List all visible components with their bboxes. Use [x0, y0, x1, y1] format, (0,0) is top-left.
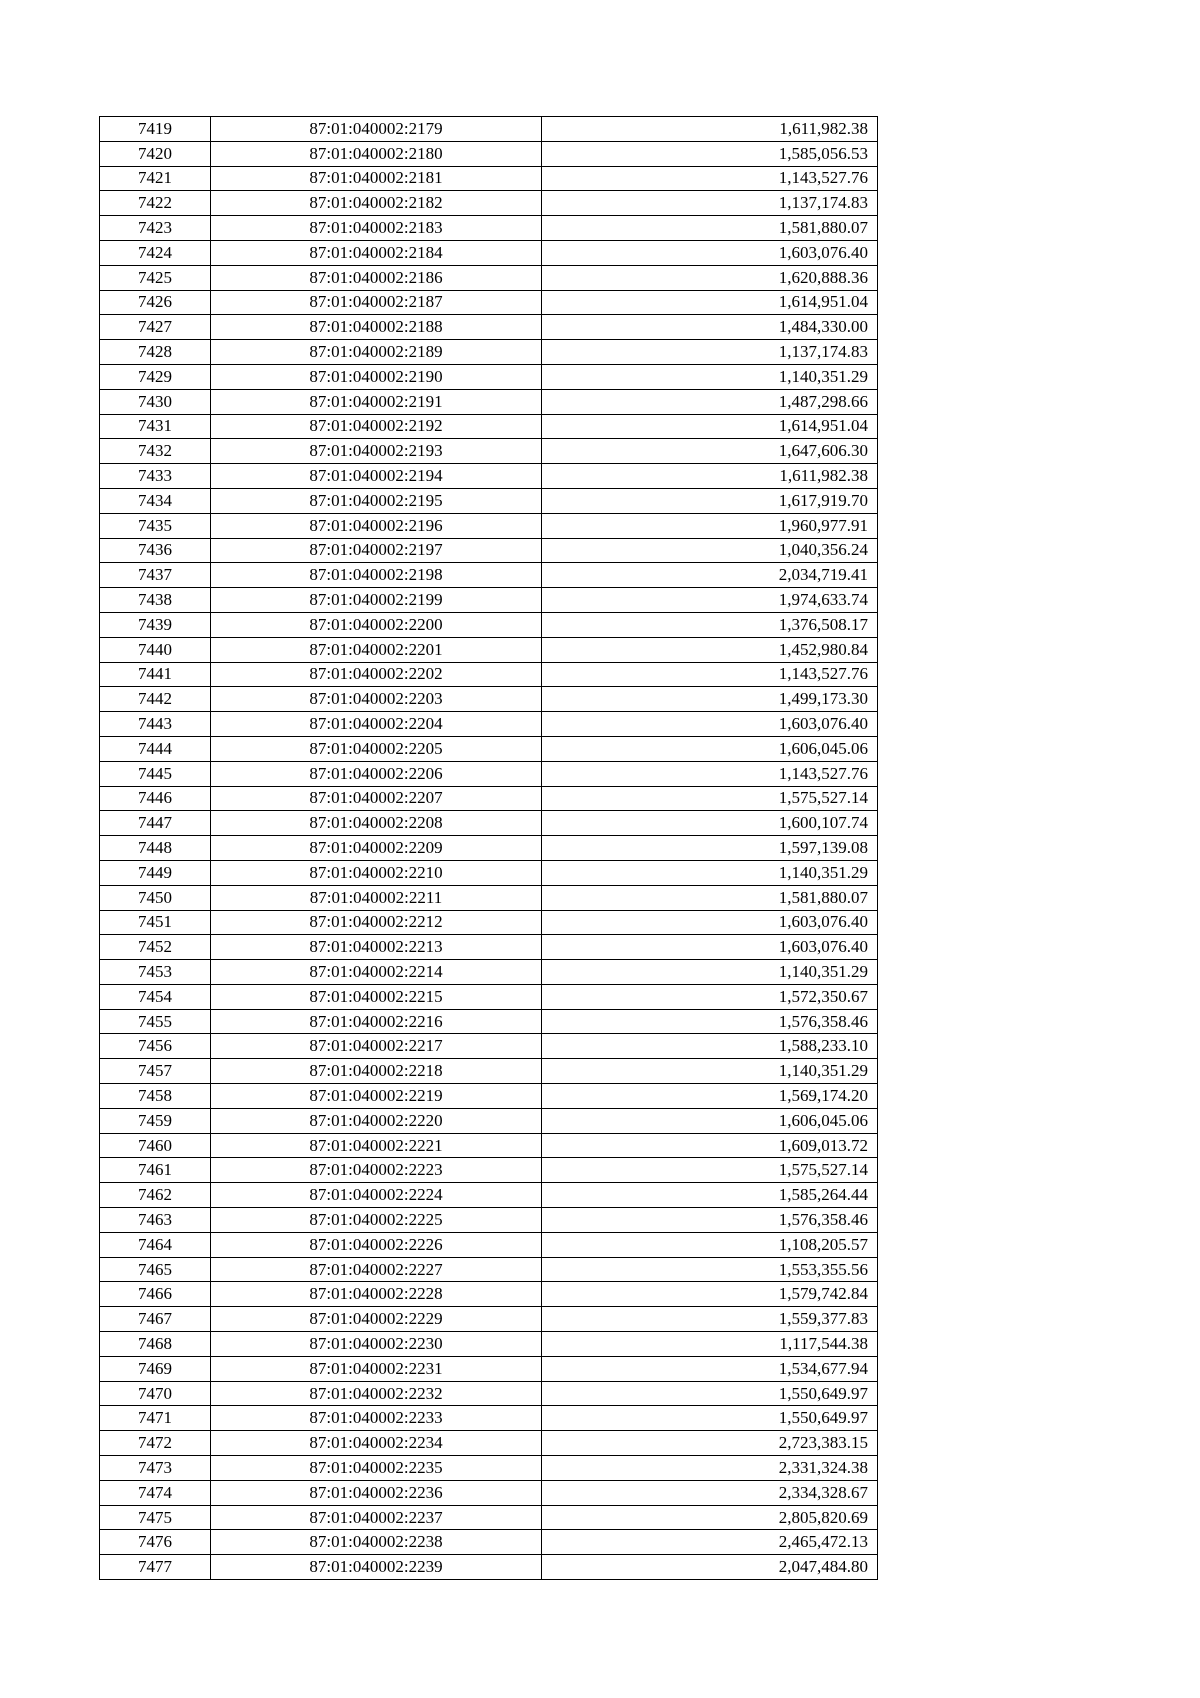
- row-number-cell: 7472: [100, 1431, 211, 1456]
- cadastral-number-cell: 87:01:040002:2194: [211, 464, 542, 489]
- table-row: [100, 315, 878, 340]
- row-number-cell: 7426: [100, 290, 211, 315]
- table-row: [100, 290, 878, 315]
- table-row: [100, 1034, 878, 1059]
- value-cell: 2,805,820.69: [542, 1505, 878, 1530]
- table-row: [100, 811, 878, 836]
- table-row: [100, 464, 878, 489]
- cadastral-number-cell: 87:01:040002:2213: [211, 935, 542, 960]
- row-number-cell: 7473: [100, 1456, 211, 1481]
- row-number-cell: 7459: [100, 1108, 211, 1133]
- value-cell: 2,034,719.41: [542, 563, 878, 588]
- cadastral-number-cell: 87:01:040002:2195: [211, 488, 542, 513]
- cadastral-number-cell: 87:01:040002:2180: [211, 141, 542, 166]
- cadastral-number-cell: 87:01:040002:2239: [211, 1555, 542, 1580]
- cadastral-number-cell: 87:01:040002:2197: [211, 538, 542, 563]
- cadastral-number-cell: 87:01:040002:2212: [211, 910, 542, 935]
- value-cell: 1,575,527.14: [542, 786, 878, 811]
- row-number-cell: 7421: [100, 166, 211, 191]
- row-number-cell: 7454: [100, 984, 211, 1009]
- value-cell: 1,611,982.38: [542, 464, 878, 489]
- table-row: [100, 1332, 878, 1357]
- row-number-cell: 7427: [100, 315, 211, 340]
- row-number-cell: 7453: [100, 960, 211, 985]
- row-number-cell: 7423: [100, 216, 211, 241]
- value-cell: 1,550,649.97: [542, 1381, 878, 1406]
- cadastral-number-cell: 87:01:040002:2209: [211, 836, 542, 861]
- value-cell: 1,597,139.08: [542, 836, 878, 861]
- table-row: [100, 1505, 878, 1530]
- table-row: [100, 1208, 878, 1233]
- row-number-cell: 7474: [100, 1480, 211, 1505]
- cadastral-number-cell: 87:01:040002:2205: [211, 736, 542, 761]
- row-number-cell: 7422: [100, 191, 211, 216]
- row-number-cell: 7466: [100, 1282, 211, 1307]
- table-row: [100, 1084, 878, 1109]
- table-row: [100, 439, 878, 464]
- cadastral-number-cell: 87:01:040002:2221: [211, 1133, 542, 1158]
- table-row: [100, 216, 878, 241]
- table-row: [100, 265, 878, 290]
- value-cell: 1,140,351.29: [542, 1059, 878, 1084]
- value-cell: 2,331,324.38: [542, 1456, 878, 1481]
- row-number-cell: 7441: [100, 662, 211, 687]
- table-row: [100, 662, 878, 687]
- value-cell: 1,487,298.66: [542, 389, 878, 414]
- row-number-cell: 7471: [100, 1406, 211, 1431]
- table-row: [100, 1381, 878, 1406]
- value-cell: 1,143,527.76: [542, 662, 878, 687]
- cadastral-number-cell: 87:01:040002:2224: [211, 1183, 542, 1208]
- row-number-cell: 7477: [100, 1555, 211, 1580]
- value-cell: 1,603,076.40: [542, 240, 878, 265]
- value-cell: 1,569,174.20: [542, 1084, 878, 1109]
- cadastral-number-cell: 87:01:040002:2216: [211, 1009, 542, 1034]
- table-row: [100, 836, 878, 861]
- cadastral-number-cell: 87:01:040002:2219: [211, 1084, 542, 1109]
- table-row: [100, 1456, 878, 1481]
- value-cell: 1,609,013.72: [542, 1133, 878, 1158]
- row-number-cell: 7451: [100, 910, 211, 935]
- row-number-cell: 7464: [100, 1232, 211, 1257]
- cadastral-number-cell: 87:01:040002:2210: [211, 860, 542, 885]
- table-row: [100, 1158, 878, 1183]
- table-row: [100, 935, 878, 960]
- row-number-cell: 7456: [100, 1034, 211, 1059]
- value-cell: 1,376,508.17: [542, 612, 878, 637]
- row-number-cell: 7448: [100, 836, 211, 861]
- table-row: [100, 364, 878, 389]
- value-cell: 1,603,076.40: [542, 712, 878, 737]
- value-cell: 1,617,919.70: [542, 488, 878, 513]
- table-row: [100, 1108, 878, 1133]
- value-cell: 1,647,606.30: [542, 439, 878, 464]
- value-cell: 1,550,649.97: [542, 1406, 878, 1431]
- cadastral-number-cell: 87:01:040002:2179: [211, 117, 542, 142]
- value-cell: 1,614,951.04: [542, 290, 878, 315]
- value-cell: 1,606,045.06: [542, 1108, 878, 1133]
- table-row: [100, 240, 878, 265]
- cadastral-number-cell: 87:01:040002:2203: [211, 687, 542, 712]
- table-row: [100, 166, 878, 191]
- cadastral-number-cell: 87:01:040002:2227: [211, 1257, 542, 1282]
- cadastral-number-cell: 87:01:040002:2198: [211, 563, 542, 588]
- table-row: [100, 1133, 878, 1158]
- table-row: [100, 761, 878, 786]
- value-cell: 1,581,880.07: [542, 216, 878, 241]
- row-number-cell: 7457: [100, 1059, 211, 1084]
- table-body: [100, 117, 878, 1580]
- cadastral-number-cell: 87:01:040002:2184: [211, 240, 542, 265]
- row-number-cell: 7424: [100, 240, 211, 265]
- cadastral-number-cell: 87:01:040002:2223: [211, 1158, 542, 1183]
- row-number-cell: 7460: [100, 1133, 211, 1158]
- row-number-cell: 7440: [100, 637, 211, 662]
- row-number-cell: 7458: [100, 1084, 211, 1109]
- table-row: [100, 960, 878, 985]
- value-cell: 2,723,383.15: [542, 1431, 878, 1456]
- row-number-cell: 7425: [100, 265, 211, 290]
- row-number-cell: 7469: [100, 1356, 211, 1381]
- table-row: [100, 389, 878, 414]
- value-cell: 1,585,264.44: [542, 1183, 878, 1208]
- value-cell: 1,137,174.83: [542, 340, 878, 365]
- cadastral-number-cell: 87:01:040002:2207: [211, 786, 542, 811]
- value-cell: 1,581,880.07: [542, 885, 878, 910]
- cadastral-number-cell: 87:01:040002:2191: [211, 389, 542, 414]
- value-cell: 1,140,351.29: [542, 364, 878, 389]
- row-number-cell: 7455: [100, 1009, 211, 1034]
- cadastral-number-cell: 87:01:040002:2206: [211, 761, 542, 786]
- value-cell: 1,611,982.38: [542, 117, 878, 142]
- cadastral-number-cell: 87:01:040002:2237: [211, 1505, 542, 1530]
- value-cell: 1,108,205.57: [542, 1232, 878, 1257]
- table-row: [100, 885, 878, 910]
- table-row: [100, 588, 878, 613]
- row-number-cell: 7439: [100, 612, 211, 637]
- row-number-cell: 7429: [100, 364, 211, 389]
- table-row: [100, 1009, 878, 1034]
- cadastral-number-cell: 87:01:040002:2235: [211, 1456, 542, 1481]
- table-row: [100, 1307, 878, 1332]
- table-row: [100, 414, 878, 439]
- row-number-cell: 7433: [100, 464, 211, 489]
- table-row: [100, 1059, 878, 1084]
- value-cell: 1,974,633.74: [542, 588, 878, 613]
- table-row: [100, 1555, 878, 1580]
- cadastral-number-cell: 87:01:040002:2232: [211, 1381, 542, 1406]
- row-number-cell: 7443: [100, 712, 211, 737]
- value-cell: 1,603,076.40: [542, 935, 878, 960]
- table-row: [100, 736, 878, 761]
- row-number-cell: 7419: [100, 117, 211, 142]
- cadastral-number-cell: 87:01:040002:2187: [211, 290, 542, 315]
- row-number-cell: 7437: [100, 563, 211, 588]
- cadastral-number-cell: 87:01:040002:2233: [211, 1406, 542, 1431]
- row-number-cell: 7463: [100, 1208, 211, 1233]
- cadastral-number-cell: 87:01:040002:2201: [211, 637, 542, 662]
- table-row: [100, 191, 878, 216]
- table-row: [100, 1480, 878, 1505]
- table-row: [100, 984, 878, 1009]
- cadastral-number-cell: 87:01:040002:2200: [211, 612, 542, 637]
- table-row: [100, 1356, 878, 1381]
- row-number-cell: 7470: [100, 1381, 211, 1406]
- cadastral-number-cell: 87:01:040002:2218: [211, 1059, 542, 1084]
- row-number-cell: 7462: [100, 1183, 211, 1208]
- table-row: [100, 910, 878, 935]
- cadastral-number-cell: 87:01:040002:2192: [211, 414, 542, 439]
- table-row: [100, 1232, 878, 1257]
- value-cell: 1,137,174.83: [542, 191, 878, 216]
- value-cell: 1,040,356.24: [542, 538, 878, 563]
- value-cell: 1,606,045.06: [542, 736, 878, 761]
- value-cell: 1,585,056.53: [542, 141, 878, 166]
- value-cell: 1,143,527.76: [542, 761, 878, 786]
- table-row: [100, 1406, 878, 1431]
- cadastral-number-cell: 87:01:040002:2220: [211, 1108, 542, 1133]
- cadastral-number-cell: 87:01:040002:2236: [211, 1480, 542, 1505]
- cadastral-number-cell: 87:01:040002:2204: [211, 712, 542, 737]
- row-number-cell: 7461: [100, 1158, 211, 1183]
- row-number-cell: 7446: [100, 786, 211, 811]
- row-number-cell: 7444: [100, 736, 211, 761]
- cadastral-number-cell: 87:01:040002:2189: [211, 340, 542, 365]
- row-number-cell: 7475: [100, 1505, 211, 1530]
- value-cell: 1,140,351.29: [542, 960, 878, 985]
- row-number-cell: 7436: [100, 538, 211, 563]
- row-number-cell: 7428: [100, 340, 211, 365]
- cadastral-number-cell: 87:01:040002:2211: [211, 885, 542, 910]
- cadastral-number-cell: 87:01:040002:2186: [211, 265, 542, 290]
- cadastral-number-cell: 87:01:040002:2193: [211, 439, 542, 464]
- value-cell: 1,579,742.84: [542, 1282, 878, 1307]
- cadastral-number-cell: 87:01:040002:2226: [211, 1232, 542, 1257]
- table-row: [100, 1431, 878, 1456]
- cadastral-number-cell: 87:01:040002:2202: [211, 662, 542, 687]
- table-row: [100, 538, 878, 563]
- table-row: [100, 687, 878, 712]
- cadastral-number-cell: 87:01:040002:2199: [211, 588, 542, 613]
- value-cell: 1,534,677.94: [542, 1356, 878, 1381]
- table-row: [100, 117, 878, 142]
- value-cell: 1,603,076.40: [542, 910, 878, 935]
- row-number-cell: 7450: [100, 885, 211, 910]
- value-cell: 1,572,350.67: [542, 984, 878, 1009]
- cadastral-number-cell: 87:01:040002:2208: [211, 811, 542, 836]
- cadastral-number-cell: 87:01:040002:2188: [211, 315, 542, 340]
- row-number-cell: 7420: [100, 141, 211, 166]
- table-row: [100, 488, 878, 513]
- value-cell: 1,575,527.14: [542, 1158, 878, 1183]
- value-cell: 1,600,107.74: [542, 811, 878, 836]
- table-row: [100, 637, 878, 662]
- value-cell: 1,614,951.04: [542, 414, 878, 439]
- table-row: [100, 786, 878, 811]
- row-number-cell: 7445: [100, 761, 211, 786]
- table-row: [100, 141, 878, 166]
- value-cell: 1,553,355.56: [542, 1257, 878, 1282]
- value-cell: 1,452,980.84: [542, 637, 878, 662]
- row-number-cell: 7442: [100, 687, 211, 712]
- table-row: [100, 1183, 878, 1208]
- row-number-cell: 7430: [100, 389, 211, 414]
- row-number-cell: 7449: [100, 860, 211, 885]
- cadastral-number-cell: 87:01:040002:2229: [211, 1307, 542, 1332]
- table-row: [100, 712, 878, 737]
- value-cell: 1,484,330.00: [542, 315, 878, 340]
- table-row: [100, 563, 878, 588]
- cadastral-number-cell: 87:01:040002:2225: [211, 1208, 542, 1233]
- row-number-cell: 7447: [100, 811, 211, 836]
- cadastral-number-cell: 87:01:040002:2196: [211, 513, 542, 538]
- value-cell: 2,465,472.13: [542, 1530, 878, 1555]
- row-number-cell: 7432: [100, 439, 211, 464]
- value-cell: 1,143,527.76: [542, 166, 878, 191]
- row-number-cell: 7434: [100, 488, 211, 513]
- value-cell: 2,047,484.80: [542, 1555, 878, 1580]
- value-cell: 1,576,358.46: [542, 1009, 878, 1034]
- cadastral-number-cell: 87:01:040002:2228: [211, 1282, 542, 1307]
- table-row: [100, 340, 878, 365]
- cadastral-number-cell: 87:01:040002:2190: [211, 364, 542, 389]
- value-cell: 2,334,328.67: [542, 1480, 878, 1505]
- cadastral-number-cell: 87:01:040002:2217: [211, 1034, 542, 1059]
- cadastral-number-cell: 87:01:040002:2231: [211, 1356, 542, 1381]
- table-row: [100, 860, 878, 885]
- value-cell: 1,499,173.30: [542, 687, 878, 712]
- row-number-cell: 7435: [100, 513, 211, 538]
- cadastral-number-cell: 87:01:040002:2234: [211, 1431, 542, 1456]
- row-number-cell: 7431: [100, 414, 211, 439]
- cadastral-number-cell: 87:01:040002:2181: [211, 166, 542, 191]
- cadastral-number-cell: 87:01:040002:2238: [211, 1530, 542, 1555]
- table-row: [100, 612, 878, 637]
- value-cell: 1,559,377.83: [542, 1307, 878, 1332]
- cadastral-number-cell: 87:01:040002:2183: [211, 216, 542, 241]
- row-number-cell: 7476: [100, 1530, 211, 1555]
- cadastral-number-cell: 87:01:040002:2230: [211, 1332, 542, 1357]
- cadastral-number-cell: 87:01:040002:2215: [211, 984, 542, 1009]
- value-cell: 1,576,358.46: [542, 1208, 878, 1233]
- cadastral-number-cell: 87:01:040002:2214: [211, 960, 542, 985]
- row-number-cell: 7468: [100, 1332, 211, 1357]
- table-row: [100, 513, 878, 538]
- value-cell: 1,960,977.91: [542, 513, 878, 538]
- cadastral-value-table: [99, 116, 878, 1580]
- value-cell: 1,588,233.10: [542, 1034, 878, 1059]
- value-cell: 1,620,888.36: [542, 265, 878, 290]
- table-row: [100, 1257, 878, 1282]
- table-row: [100, 1530, 878, 1555]
- row-number-cell: 7438: [100, 588, 211, 613]
- row-number-cell: 7452: [100, 935, 211, 960]
- value-cell: 1,140,351.29: [542, 860, 878, 885]
- cadastral-number-cell: 87:01:040002:2182: [211, 191, 542, 216]
- value-cell: 1,117,544.38: [542, 1332, 878, 1357]
- table-row: [100, 1282, 878, 1307]
- row-number-cell: 7465: [100, 1257, 211, 1282]
- row-number-cell: 7467: [100, 1307, 211, 1332]
